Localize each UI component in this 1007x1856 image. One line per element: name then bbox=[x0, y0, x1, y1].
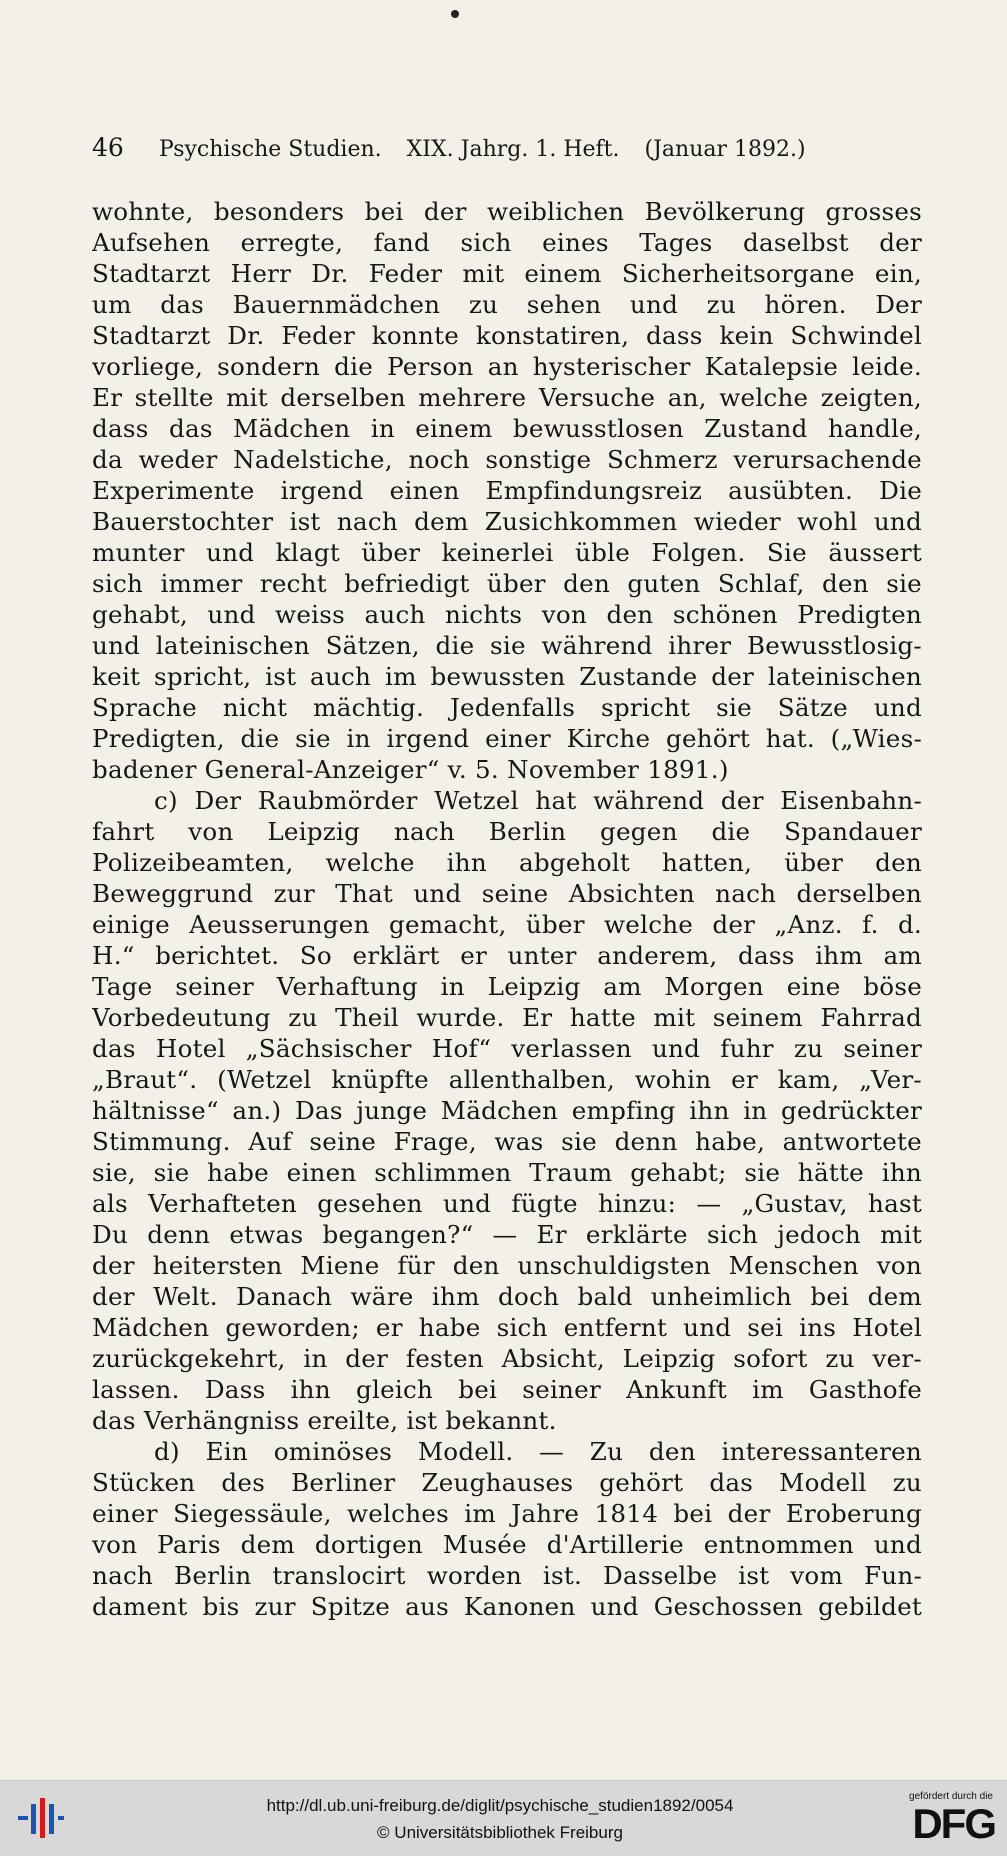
text-line: zurückgekehrt, in der festen Absicht, Leipzig sofort zu ver- bbox=[92, 1344, 922, 1373]
text-line: der Welt. Danach wäre ihm doch bald unheimlich bei dem bbox=[92, 1282, 922, 1311]
dfg-logo bbox=[885, 1791, 995, 1849]
viewer-footer bbox=[0, 1780, 1007, 1856]
text-line: sie, sie habe einen schlimmen Traum gehabt; sie hätte ihn bbox=[92, 1158, 922, 1187]
text-line: „Braut“. (Wetzel knüpfte allenthalben, wohin er kam, „Ver- bbox=[92, 1065, 922, 1094]
logo-bar bbox=[58, 1816, 64, 1820]
text-line: fahrt von Leipzig nach Berlin gegen die Spandauer bbox=[92, 817, 922, 846]
text-line: nach Berlin translocirt worden ist. Dasselbe ist vom Fun- bbox=[92, 1561, 922, 1590]
text-line: Tage seiner Verhaftung in Leipzig am Morgen eine böse bbox=[92, 972, 922, 1001]
text-line: als Verhafteten gesehen und fügte hinzu: — „Gustav, hast bbox=[92, 1189, 922, 1218]
logo-bar bbox=[31, 1804, 36, 1834]
text-line: Stimmung. Auf seine Frage, was sie denn habe, antwortete bbox=[92, 1127, 922, 1156]
text-line: der heitersten Miene für den unschuldigsten Menschen von bbox=[92, 1251, 922, 1280]
logo-bar bbox=[40, 1798, 45, 1838]
text-line: c) Der Raubmörder Wetzel hat während der Eisenbahn- bbox=[154, 786, 922, 815]
copyright-notice: © Universitätsbibliothek Freiburg bbox=[377, 1823, 623, 1842]
text-line: Beweggrund zur That und seine Absichten nach derselben bbox=[92, 879, 922, 908]
text-line: Predigten, die sie in irgend einer Kirche gehört hat. („Wies- bbox=[92, 724, 922, 753]
text-line: Stadtarzt Dr. Feder konnte konstatiren, dass kein Schwindel bbox=[92, 321, 922, 350]
journal-title: Psychische Studien. bbox=[159, 137, 382, 162]
text-line: lassen. Dass ihn gleich bei seiner Ankunft im Gasthofe bbox=[92, 1375, 922, 1404]
dfg-mark: DFG bbox=[912, 1800, 995, 1847]
text-line: Aufsehen erregte, fand sich eines Tages daselbst der bbox=[92, 228, 922, 257]
page-header bbox=[92, 128, 882, 168]
text-line: Bauerstochter ist nach dem Zusichkommen wieder wohl und bbox=[92, 507, 922, 536]
text-line: Mädchen geworden; er habe sich entfernt und sei ins Hotel bbox=[92, 1313, 922, 1342]
text-line: und lateinischen Sätzen, die sie während ihrer Bewusstlosig- bbox=[92, 631, 922, 660]
text-line: wohnte, besonders bei der weiblichen Bevölkerung grosses bbox=[92, 197, 922, 226]
source-url[interactable]: http://dl.ub.uni-freiburg.de/diglit/psychische_studien1892/0054 bbox=[266, 1796, 734, 1815]
logo-bar bbox=[49, 1804, 54, 1834]
text-line: Stücken des Berliner Zeughauses gehört das Modell zu bbox=[92, 1468, 922, 1497]
text-line: Sprache nicht mächtig. Jedenfalls spricht sie Sätze und bbox=[92, 693, 922, 722]
text-line: keit spricht, ist auch im bewussten Zustande der lateinischen bbox=[92, 662, 922, 691]
text-line: das Hotel „Sächsischer Hof“ verlassen und fuhr zu seiner bbox=[92, 1034, 922, 1063]
text-line: Vorbedeutung zu Theil wurde. Er hatte mit seinem Fahrrad bbox=[92, 1003, 922, 1032]
text-line: Du denn etwas begangen?“ — Er erklärte sich jedoch mit bbox=[92, 1220, 922, 1249]
ink-dot bbox=[451, 10, 459, 18]
text-line: Er stellte mit derselben mehrere Versuche an, welche zeigten, bbox=[92, 383, 922, 412]
text-line: sich immer recht befriedigt über den guten Schlaf, den sie bbox=[92, 569, 922, 598]
text-line: einige Aeusserungen gemacht, über welche der „Anz. f. d. bbox=[92, 910, 922, 939]
text-line: H.“ berichtet. So erklärt er unter anderem, dass ihm am bbox=[92, 941, 922, 970]
dfg-caption: gefördert durch die bbox=[909, 1791, 993, 1802]
page-number: 46 bbox=[92, 133, 124, 162]
text-line: gehabt, und weiss auch nichts von den schönen Predigten bbox=[92, 600, 922, 629]
logo-bar bbox=[18, 1816, 28, 1820]
text-line: hältnisse“ an.) Das junge Mädchen empfing ihn in gedrückter bbox=[92, 1096, 922, 1125]
text-line: von Paris dem dortigen Musée d'Artillerie entnommen und bbox=[92, 1530, 922, 1559]
text-line: Stadtarzt Herr Dr. Feder mit einem Sicherheitsorgane ein, bbox=[92, 259, 922, 288]
text-line: Experimente irgend einen Empfindungsreiz ausübten. Die bbox=[92, 476, 922, 505]
text-line: d) Ein ominöses Modell. — Zu den interessanteren bbox=[154, 1437, 922, 1466]
volume-info: XIX. Jahrg. 1. Heft. bbox=[406, 137, 620, 162]
text-line: munter und klagt über keinerlei üble Folgen. Sie äussert bbox=[92, 538, 922, 567]
text-line: badener General-Anzeiger“ v. 5. November 1891.) bbox=[92, 755, 729, 784]
text-line: um das Bauernmädchen zu sehen und zu hören. Der bbox=[92, 290, 922, 319]
text-line: Polizeibeamten, welche ihn abgeholt hatten, über den bbox=[92, 848, 922, 877]
text-line: dament bis zur Spitze aus Kanonen und Geschossen gebildet bbox=[92, 1592, 922, 1621]
issue-date: (Januar 1892.) bbox=[644, 137, 806, 162]
text-line: das Verhängniss ereilte, ist bekannt. bbox=[92, 1406, 557, 1435]
text-line: einer Siegessäule, welches im Jahre 1814 bei der Eroberung bbox=[92, 1499, 922, 1528]
text-line: vorliege, sondern die Person an hysterischer Katalepsie leide. bbox=[92, 352, 922, 381]
body-text bbox=[92, 196, 922, 1622]
text-line: da weder Nadelstiche, noch sonstige Schmerz verursachende bbox=[92, 445, 922, 474]
text-line: dass das Mädchen in einem bewusstlosen Zustand handle, bbox=[92, 414, 922, 443]
library-logo-icon bbox=[18, 1798, 64, 1838]
